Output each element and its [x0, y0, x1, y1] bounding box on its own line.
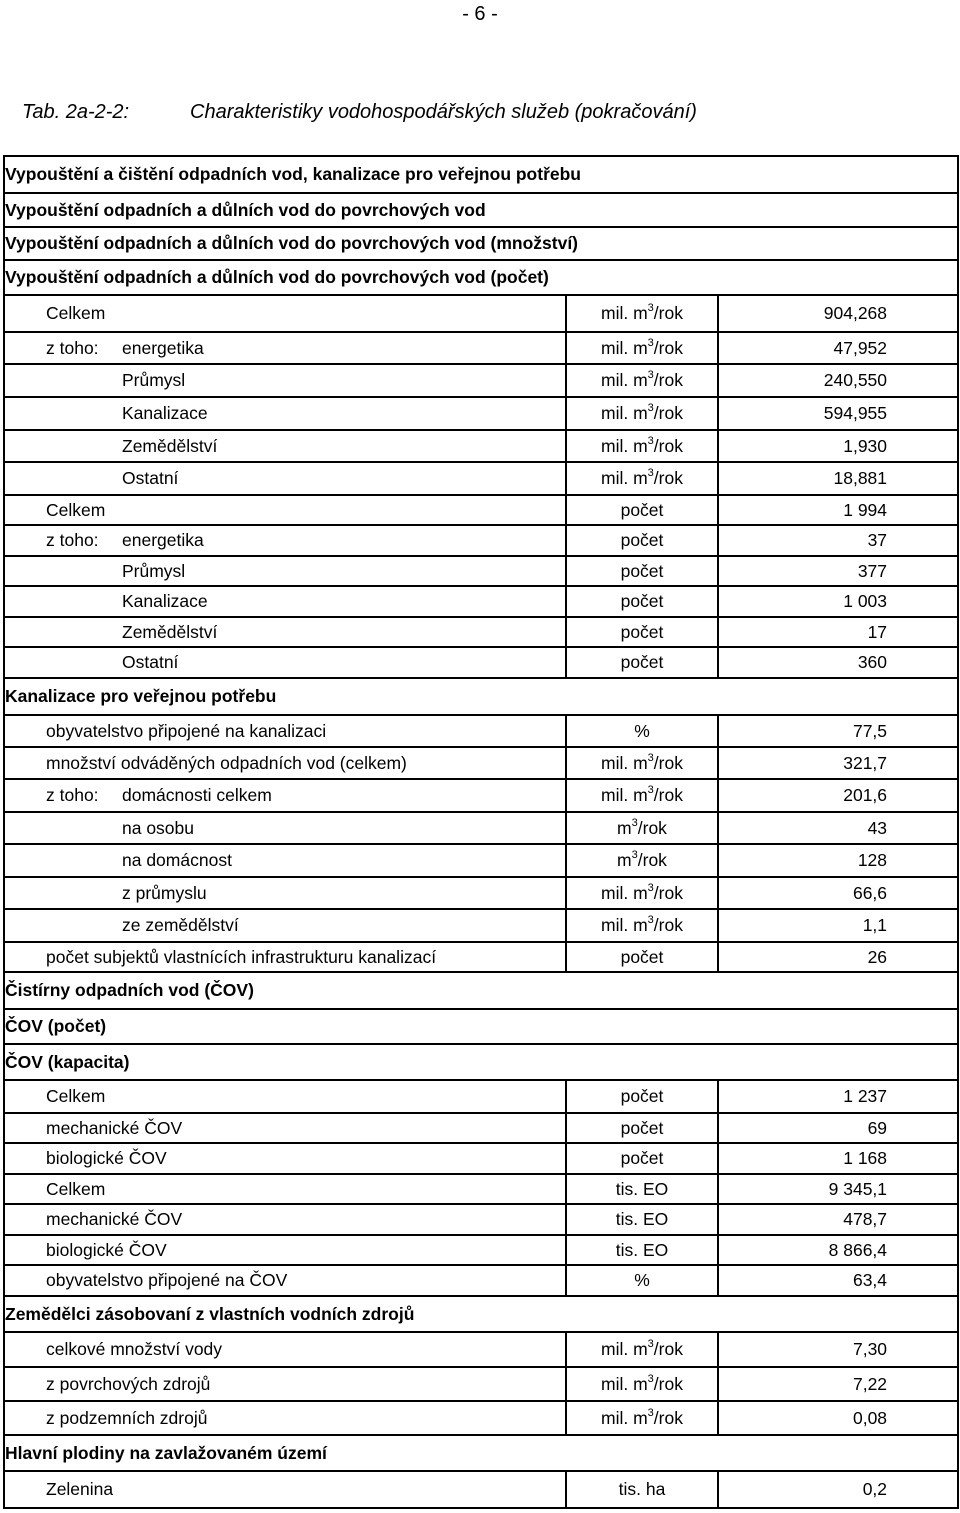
row-label: domácnosti celkem — [122, 785, 272, 805]
table-row — [4, 556, 958, 586]
table-row — [4, 495, 958, 525]
row-label-cell — [4, 397, 566, 430]
table-row — [4, 1204, 958, 1235]
unit-suffix: /rok — [653, 1373, 683, 1394]
row-label-cell — [4, 1265, 566, 1296]
row-label: Zemědělství — [122, 435, 218, 456]
row-unit: počet — [566, 617, 718, 647]
row-unit: tis. EO — [566, 1204, 718, 1235]
section-header: Vypouštění a čištění odpadních vod, kanalizace pro veřejnou potřebu — [4, 156, 958, 193]
row-label: Zemědělství — [122, 621, 218, 642]
row-label: energetika — [122, 337, 204, 358]
row-prefix: z toho: — [46, 785, 99, 805]
row-label-cell — [4, 1143, 566, 1174]
table-row — [4, 812, 958, 844]
unit-superscript: 3 — [631, 816, 638, 829]
row-label-cell — [4, 942, 566, 972]
row-label-cell — [4, 1113, 566, 1143]
table-row — [4, 462, 958, 495]
row-value: 66,6 — [718, 877, 958, 909]
row-value: 47,952 — [718, 332, 958, 364]
row-label: Celkem — [46, 1086, 106, 1106]
row-value: 17 — [718, 617, 958, 647]
row-value: 321,7 — [718, 747, 958, 779]
row-label: mechanické ČOV — [46, 1117, 183, 1138]
row-unit: % — [566, 715, 718, 747]
row-label-cell — [4, 617, 566, 647]
unit-text: m — [617, 850, 632, 870]
unit-text: mil. m — [601, 370, 648, 390]
section-header-row — [4, 678, 958, 715]
unit-text: mil. m — [601, 882, 648, 903]
section-header: Zemědělci zásobovaní z vlastních vodních zdrojů — [4, 1296, 958, 1332]
row-label-cell — [4, 1174, 566, 1204]
row-value: 77,5 — [718, 715, 958, 747]
row-label-cell — [4, 495, 566, 525]
row-label: na osobu — [122, 817, 195, 838]
table-row — [4, 617, 958, 647]
table-row — [4, 647, 958, 678]
row-unit — [566, 844, 718, 877]
row-value: 1 168 — [718, 1143, 958, 1174]
row-unit — [566, 462, 718, 495]
table-row — [4, 295, 958, 332]
row-label-cell — [4, 1080, 566, 1113]
table-row — [4, 364, 958, 397]
row-unit: tis. EO — [566, 1235, 718, 1265]
row-unit: tis. EO — [566, 1174, 718, 1204]
row-label-cell — [4, 1367, 566, 1401]
section-header: Vypouštění odpadních a důlních vod do povrchových vod — [4, 193, 958, 227]
section-header-row — [4, 972, 958, 1009]
row-unit — [566, 779, 718, 812]
table-row — [4, 586, 958, 617]
row-unit — [566, 909, 718, 942]
table-row — [4, 1174, 958, 1204]
section-header: Vypouštění odpadních a důlních vod do povrchových vod (počet) — [4, 260, 958, 295]
row-label: mechanické ČOV — [46, 1209, 183, 1229]
table-row — [4, 909, 958, 942]
row-value: 1,1 — [718, 909, 958, 942]
unit-text: mil. m — [601, 1339, 648, 1359]
row-label: obyvatelstvo připojené na kanalizaci — [46, 720, 327, 741]
row-value: 0,2 — [718, 1471, 958, 1508]
unit-text: mil. m — [601, 403, 648, 423]
unit-superscript: 3 — [647, 467, 654, 479]
table-row — [4, 1143, 958, 1174]
row-value: 240,550 — [718, 364, 958, 397]
row-label: Celkem — [46, 1178, 106, 1199]
table-row — [4, 525, 958, 556]
row-value: 1 003 — [718, 586, 958, 617]
unit-superscript: 3 — [647, 402, 654, 414]
row-unit: počet — [566, 942, 718, 972]
unit-superscript: 3 — [647, 1372, 654, 1385]
table-row — [4, 1265, 958, 1296]
row-unit — [566, 812, 718, 844]
row-label-cell — [4, 1235, 566, 1265]
unit-superscript: 3 — [647, 784, 654, 796]
row-unit — [566, 1332, 718, 1367]
row-value: 360 — [718, 647, 958, 678]
row-unit — [566, 430, 718, 462]
row-label-cell — [4, 332, 566, 364]
row-label: na domácnost — [122, 850, 232, 870]
row-label: energetika — [122, 530, 204, 550]
row-value: 9 345,1 — [718, 1174, 958, 1204]
unit-text: mil. m — [601, 752, 648, 773]
row-label: biologické ČOV — [46, 1239, 167, 1260]
table-row — [4, 1113, 958, 1143]
table-caption-label: Tab. 2a-2-2: — [22, 101, 130, 123]
row-label: celkové množství vody — [46, 1339, 223, 1359]
unit-suffix: /rok — [653, 915, 683, 935]
unit-superscript: 3 — [647, 434, 654, 447]
row-unit — [566, 397, 718, 430]
row-value: 1 994 — [718, 495, 958, 525]
row-value: 26 — [718, 942, 958, 972]
table-row — [4, 715, 958, 747]
row-label: Ostatní — [122, 652, 179, 672]
row-unit — [566, 364, 718, 397]
section-header: Hlavní plodiny na zavlažovaném území — [4, 1435, 958, 1471]
table-row — [4, 1471, 958, 1508]
row-value: 37 — [718, 525, 958, 556]
unit-text: mil. m — [601, 435, 648, 456]
section-header-row — [4, 1044, 958, 1080]
row-label: obyvatelstvo připojené na ČOV — [46, 1270, 288, 1290]
unit-suffix: /rok — [653, 435, 683, 456]
table-caption-title: Charakteristiky vodohospodářských služeb (pokračování) — [190, 101, 697, 123]
unit-suffix: /rok — [653, 785, 683, 805]
water-services-table — [3, 155, 959, 1509]
row-value: 904,268 — [718, 295, 958, 332]
table-row — [4, 779, 958, 812]
row-unit: počet — [566, 495, 718, 525]
row-value: 1,930 — [718, 430, 958, 462]
row-unit: počet — [566, 1113, 718, 1143]
row-unit: počet — [566, 1143, 718, 1174]
row-label-cell — [4, 747, 566, 779]
unit-suffix: /rok — [653, 337, 683, 358]
row-value: 594,955 — [718, 397, 958, 430]
row-label-cell — [4, 430, 566, 462]
row-label-cell — [4, 295, 566, 332]
page-number: - 6 - — [462, 3, 498, 25]
row-prefix: z toho: — [46, 530, 99, 550]
table-row — [4, 942, 958, 972]
row-label-cell — [4, 647, 566, 678]
row-label: Průmysl — [122, 370, 186, 390]
row-label-cell — [4, 1204, 566, 1235]
unit-text: mil. m — [601, 303, 648, 323]
unit-superscript: 3 — [647, 751, 654, 764]
row-unit: % — [566, 1265, 718, 1296]
unit-superscript: 3 — [647, 1338, 654, 1350]
unit-superscript: 3 — [631, 849, 638, 861]
section-header-row — [4, 227, 958, 260]
row-unit — [566, 877, 718, 909]
row-label: počet subjektů vlastnících infrastrukturu kanalizací — [46, 946, 437, 967]
row-unit: počet — [566, 1080, 718, 1113]
row-label: ze zemědělství — [122, 915, 239, 935]
row-prefix: z toho: — [46, 337, 99, 358]
unit-suffix: /rok — [653, 1339, 683, 1359]
row-unit — [566, 1401, 718, 1435]
row-label-cell — [4, 525, 566, 556]
row-label-cell — [4, 909, 566, 942]
row-label: Celkem — [46, 303, 106, 323]
section-header-row — [4, 260, 958, 295]
unit-superscript: 3 — [647, 302, 654, 314]
unit-text: mil. m — [601, 1373, 648, 1394]
row-label-cell — [4, 844, 566, 877]
row-unit — [566, 332, 718, 364]
row-label-cell — [4, 779, 566, 812]
row-unit: počet — [566, 586, 718, 617]
row-value: 1 237 — [718, 1080, 958, 1113]
unit-suffix: /rok — [653, 403, 683, 423]
row-label: z podzemních zdrojů — [46, 1407, 208, 1428]
row-label-cell — [4, 1471, 566, 1508]
row-value: 43 — [718, 812, 958, 844]
unit-suffix: /rok — [653, 370, 683, 390]
section-header: ČOV (kapacita) — [4, 1044, 958, 1080]
row-label: Ostatní — [122, 468, 179, 488]
unit-text: mil. m — [601, 1407, 648, 1428]
row-unit: tis. ha — [566, 1471, 718, 1508]
row-value: 8 866,4 — [718, 1235, 958, 1265]
row-value: 201,6 — [718, 779, 958, 812]
row-label: množství odváděných odpadních vod (celkem) — [46, 752, 407, 773]
section-header-row — [4, 1435, 958, 1471]
row-value: 128 — [718, 844, 958, 877]
section-header-row — [4, 1009, 958, 1044]
row-value: 7,30 — [718, 1332, 958, 1367]
unit-suffix: /rok — [653, 468, 683, 488]
section-header-row — [4, 193, 958, 227]
unit-superscript: 3 — [647, 336, 654, 349]
row-label: biologické ČOV — [46, 1148, 167, 1168]
unit-text: mil. m — [601, 468, 648, 488]
row-value: 478,7 — [718, 1204, 958, 1235]
row-unit — [566, 1367, 718, 1401]
row-label-cell — [4, 364, 566, 397]
table-row — [4, 844, 958, 877]
row-value: 0,08 — [718, 1401, 958, 1435]
section-header-row — [4, 156, 958, 193]
row-unit: počet — [566, 556, 718, 586]
table-row — [4, 332, 958, 364]
table-row — [4, 1235, 958, 1265]
unit-text: mil. m — [601, 337, 648, 358]
unit-superscript: 3 — [647, 881, 654, 894]
table-row — [4, 1332, 958, 1367]
row-unit: počet — [566, 647, 718, 678]
table-body — [4, 156, 958, 1508]
row-label: Celkem — [46, 499, 106, 520]
row-unit — [566, 747, 718, 779]
unit-superscript: 3 — [647, 914, 654, 926]
unit-suffix: /rok — [653, 303, 683, 323]
unit-superscript: 3 — [647, 369, 654, 381]
row-label-cell — [4, 877, 566, 909]
row-value: 63,4 — [718, 1265, 958, 1296]
row-label-cell — [4, 462, 566, 495]
table-row — [4, 397, 958, 430]
section-header: Vypouštění odpadních a důlních vod do povrchových vod (množství) — [4, 227, 958, 260]
unit-suffix: /rok — [653, 752, 683, 773]
row-label: Zelenina — [46, 1479, 114, 1499]
table-row — [4, 1401, 958, 1435]
row-label: z průmyslu — [122, 882, 207, 903]
table-row — [4, 877, 958, 909]
table-row — [4, 747, 958, 779]
row-unit — [566, 295, 718, 332]
row-label-cell — [4, 715, 566, 747]
row-label-cell — [4, 586, 566, 617]
section-header: Kanalizace pro veřejnou potřebu — [4, 678, 958, 715]
row-label: Kanalizace — [122, 403, 208, 423]
unit-suffix: /rok — [653, 1407, 683, 1428]
row-value: 377 — [718, 556, 958, 586]
table-row — [4, 1080, 958, 1113]
row-value: 18,881 — [718, 462, 958, 495]
row-unit: počet — [566, 525, 718, 556]
row-value: 7,22 — [718, 1367, 958, 1401]
unit-superscript: 3 — [647, 1406, 654, 1419]
row-label-cell — [4, 556, 566, 586]
section-header: Čistírny odpadních vod (ČOV) — [4, 972, 958, 1009]
row-value: 69 — [718, 1113, 958, 1143]
row-label: z povrchových zdrojů — [46, 1373, 211, 1394]
unit-suffix: /rok — [653, 882, 683, 903]
unit-text: mil. m — [601, 915, 648, 935]
row-label: Kanalizace — [122, 591, 208, 611]
section-header-row — [4, 1296, 958, 1332]
row-label-cell — [4, 1332, 566, 1367]
table-row — [4, 1367, 958, 1401]
row-label: Průmysl — [122, 560, 186, 581]
row-label-cell — [4, 812, 566, 844]
unit-suffix: /rok — [637, 850, 667, 870]
unit-suffix: /rok — [637, 817, 667, 838]
table-row — [4, 430, 958, 462]
row-label-cell — [4, 1401, 566, 1435]
section-header: ČOV (počet) — [4, 1009, 958, 1044]
unit-text: mil. m — [601, 785, 648, 805]
unit-text: m — [617, 817, 632, 838]
